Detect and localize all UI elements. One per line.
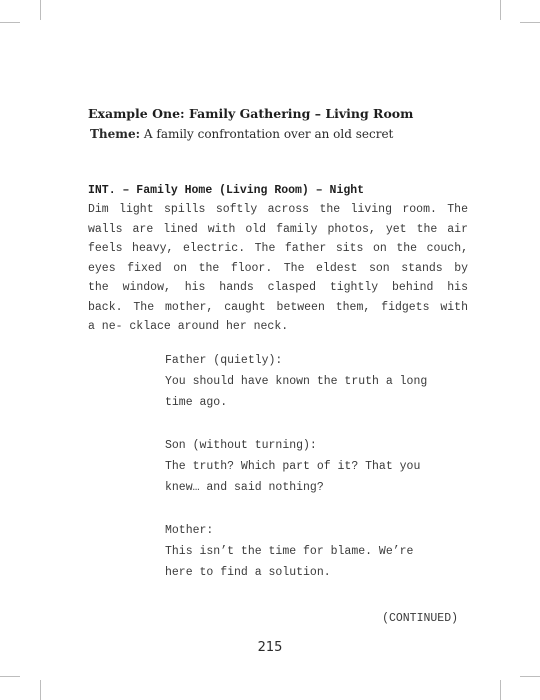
crop-mark-bottom-left bbox=[40, 680, 41, 700]
dialogue-son bbox=[165, 435, 465, 498]
continued-marker: (CONTINUED) bbox=[382, 612, 458, 625]
crop-mark-top-left bbox=[40, 0, 41, 20]
action-line: back. The mother, caught between them, fidgets with bbox=[88, 300, 468, 314]
dialogue-mother bbox=[165, 520, 465, 583]
speaker-name: Father (quietly): bbox=[165, 354, 283, 367]
action-line: the window, his hands clasped tightly behind his bbox=[88, 281, 468, 294]
dialogue-line: time ago. bbox=[165, 396, 228, 409]
action-line: eyes fixed on the floor. The eldest son stands by bbox=[88, 261, 468, 275]
page-number: 215 bbox=[257, 640, 283, 655]
crop-mark-bottom-right-h bbox=[520, 676, 540, 677]
scene-heading: INT. – Family Home (Living Room) – Night bbox=[88, 184, 365, 197]
theme-line bbox=[90, 127, 393, 141]
dialogue-line: knew… and said nothing? bbox=[165, 481, 324, 494]
crop-mark-top-right-h bbox=[520, 22, 540, 23]
theme-label: Theme: bbox=[90, 127, 141, 141]
action-paragraph bbox=[88, 200, 468, 337]
dialogue-line: The truth? Which part of it? That you bbox=[165, 460, 421, 473]
dialogue-father bbox=[165, 350, 465, 413]
action-line: Dim light spills softly across the living room. The bbox=[88, 203, 468, 216]
crop-mark-bottom-left-h bbox=[0, 676, 20, 677]
action-line: a ne- cklace around her neck. bbox=[88, 320, 289, 333]
speaker-name: Son (without turning): bbox=[165, 439, 317, 452]
crop-mark-top-left-h bbox=[0, 22, 20, 23]
action-line: feels heavy, electric. The father sits on the couch, bbox=[88, 242, 468, 255]
section-heading: Example One: Family Gathering – Living Room bbox=[88, 106, 414, 121]
theme-text: A family confrontation over an old secret bbox=[143, 127, 394, 141]
dialogue-line: You should have known the truth a long bbox=[165, 375, 428, 388]
dialogue-line: This isn’t the time for blame. We’re bbox=[165, 545, 414, 558]
speaker-name: Mother: bbox=[165, 524, 214, 537]
dialogue-line: here to find a solution. bbox=[165, 566, 331, 579]
crop-mark-top-right bbox=[500, 0, 501, 20]
action-line: walls are lined with old family photos, yet the air bbox=[88, 222, 468, 236]
crop-mark-bottom-right bbox=[500, 680, 501, 700]
